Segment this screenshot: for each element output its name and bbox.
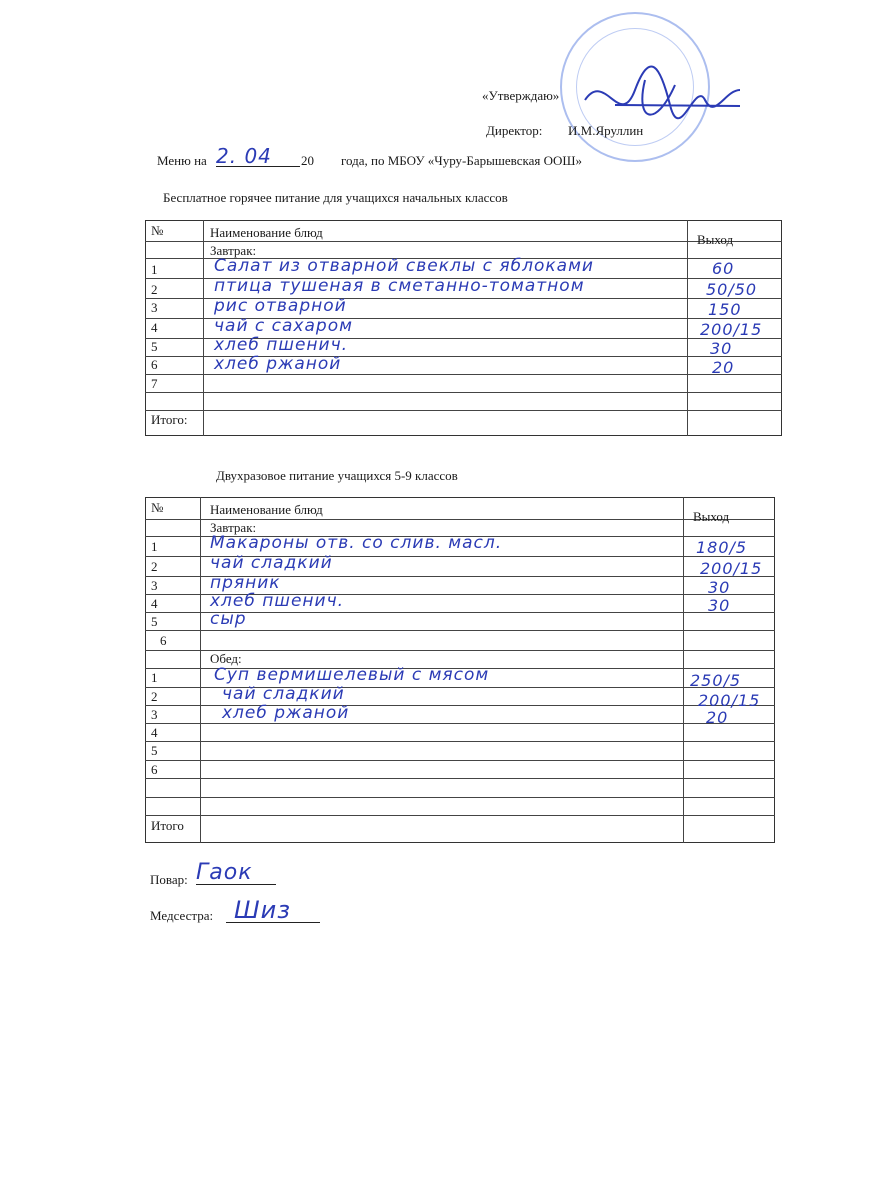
s2-b-dish-1: Макароны отв. со слив. масл.: [210, 533, 503, 553]
s2-l-num: 3: [151, 707, 158, 722]
s2-l-yield-3: 20: [706, 708, 729, 727]
s2-l-dish-3: хлеб ржаной: [222, 703, 350, 723]
s2-col-num: №: [151, 500, 164, 515]
section2-title: Двухразовое питание учащихся 5-9 классов: [216, 468, 458, 483]
menu-suffix: года, по МБОУ «Чуру-Барышевская ООШ»: [341, 153, 582, 168]
s1-col-name: Наименование блюд: [210, 225, 323, 240]
s2-b-dish-4: хлеб пшенич.: [210, 591, 345, 611]
nurse-signature: Шиз: [234, 896, 292, 924]
s2-l-num: 4: [151, 725, 158, 740]
s2-b-num: 6: [160, 633, 167, 648]
s2-l-num: 1: [151, 670, 158, 685]
s1-meal-label: Завтрак:: [210, 243, 257, 258]
s1-total-label: Итого:: [151, 412, 188, 427]
s1-row-num: 6: [151, 357, 158, 372]
s2-b-num: 5: [151, 614, 158, 629]
s2-lunch-label: Обед:: [210, 651, 242, 666]
director-label: Директор:: [486, 123, 543, 138]
s1-col-num: №: [151, 223, 164, 238]
s1-dish-6: хлеб ржаной: [214, 354, 342, 374]
s2-b-dish-3: пряник: [210, 573, 281, 593]
nurse-signature-line: [226, 896, 320, 923]
s1-yield-6: 20: [712, 358, 735, 377]
s2-b-dish-5: сыр: [210, 609, 247, 629]
s1-dish-2: птица тушеная в сметанно-томатном: [214, 276, 585, 296]
menu-year: 20: [301, 153, 314, 168]
s2-col-yield: Выход: [693, 509, 730, 524]
s2-b-num: 4: [151, 596, 158, 611]
menu-date-handwritten: 2. 04: [216, 144, 272, 168]
s2-b-dish-2: чай сладкий: [210, 553, 333, 573]
s1-col-yield: Выход: [697, 232, 734, 247]
cook-signature-line: [196, 860, 276, 885]
s2-breakfast-label: Завтрак:: [210, 520, 257, 535]
approve-label: «Утверждаю»: [482, 88, 560, 103]
nurse-label: Медсестра:: [150, 908, 214, 923]
section1-title: Бесплатное горячее питание для учащихся начальных классов: [163, 190, 508, 205]
s1-row-num: 7: [151, 376, 158, 391]
s2-l-num: 5: [151, 743, 158, 758]
s1-row-num: 4: [151, 320, 158, 335]
s1-dish-1: Салат из отварной свеклы с яблоками: [214, 256, 594, 276]
s1-row-num: 3: [151, 300, 158, 315]
s1-yield-2: 50/50: [706, 280, 758, 299]
s1-yield-3: 150: [708, 300, 742, 319]
s1-yield-1: 60: [712, 259, 735, 278]
s1-row-num: 5: [151, 339, 158, 354]
s2-b-yield-1: 180/5: [696, 538, 748, 557]
s2-b-num: 3: [151, 578, 158, 593]
s2-col-name: Наименование блюд: [210, 502, 323, 517]
s2-l-yield-1: 250/5: [690, 671, 742, 690]
s2-l-dish-2: чай сладкий: [222, 684, 345, 704]
s1-row-num: 1: [151, 262, 158, 277]
s1-yield-4: 200/15: [700, 320, 763, 339]
s2-b-yield-3: 30: [708, 578, 731, 597]
s1-row-num: 2: [151, 282, 158, 297]
s2-l-num: 6: [151, 762, 158, 777]
s2-b-yield-2: 200/15: [700, 559, 763, 578]
s2-b-yield-4: 30: [708, 596, 731, 615]
s2-total-label: Итого: [151, 818, 184, 833]
menu-date-line: [216, 144, 300, 167]
s1-dish-3: рис отварной: [214, 296, 347, 316]
cook-signature: Гаок: [196, 860, 253, 885]
s2-b-num: 2: [151, 559, 158, 574]
s2-l-dish-1: Суп вермишелевый с мясом: [214, 665, 490, 685]
director-name: И.М.Яруллин: [568, 123, 644, 138]
s2-l-num: 2: [151, 689, 158, 704]
s1-dish-5: хлеб пшенич.: [214, 335, 349, 355]
s2-l-yield-2: 200/15: [698, 691, 761, 710]
menu-prefix: Меню на: [157, 153, 207, 168]
s1-yield-5: 30: [710, 339, 733, 358]
s1-dish-4: чай с сахаром: [214, 316, 353, 336]
cook-label: Повар:: [150, 872, 188, 887]
s2-b-num: 1: [151, 539, 158, 554]
